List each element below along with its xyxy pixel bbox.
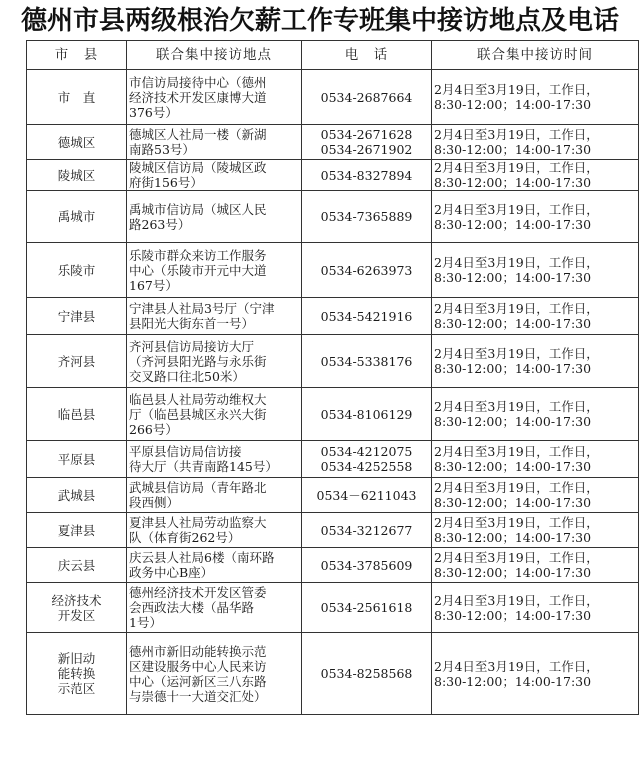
phone-cell-line: 0534-3785609: [320, 557, 413, 573]
city-cell-line: 新旧动: [57, 651, 96, 666]
time-cell: [432, 125, 639, 160]
address-cell-line: 队（体育街262号）: [129, 530, 241, 545]
page-title: 德州市县两级根治欠薪工作专班集中接访地点及电话: [20, 6, 619, 36]
time-cell-line: 2月4日至3月19日，工作日，: [434, 515, 599, 530]
phone-cell-line: 0534-2671628: [320, 127, 413, 142]
address-cell: [127, 125, 302, 160]
phone-cell: [302, 441, 432, 478]
address-cell-line: 路263号）: [129, 216, 191, 232]
city-cell-line: 临邑县: [57, 406, 96, 422]
time-cell-line: 2月4日至3月19日，工作日，: [434, 301, 599, 316]
phone-cell-line: 0534-8327894: [320, 167, 413, 183]
address-cell-line: 1号）: [129, 615, 162, 630]
table-row: [27, 243, 639, 298]
city-cell: [27, 243, 127, 298]
address-cell: [127, 513, 302, 548]
phone-cell-line: 0534-7365889: [320, 209, 413, 224]
city-cell: [27, 191, 127, 243]
address-cell-line: 德州经济技术开发区管委: [129, 585, 267, 600]
header-phone: 电 话: [302, 41, 432, 70]
address-cell-line: 临邑县人社局劳动维权大: [129, 391, 267, 407]
time-cell: [432, 513, 639, 548]
address-cell-line: 266号）: [129, 421, 178, 437]
address-cell: [127, 191, 302, 243]
phone-cell-line: 0534-2687664: [320, 89, 413, 105]
phone-cell-line: 0534-4212075: [320, 444, 413, 459]
city-cell: [27, 70, 127, 125]
phone-cell: [302, 633, 432, 715]
time-cell-line: 8:30-12:00；14:00-17:30: [434, 495, 592, 510]
address-cell: [127, 441, 302, 478]
table-row: [27, 191, 639, 243]
address-cell-line: 夏津县人社局劳动监察大: [129, 515, 267, 530]
time-cell-line: 8:30-12:00；14:00-17:30: [434, 414, 592, 429]
time-cell: [432, 160, 639, 191]
time-cell-line: 2月4日至3月19日，工作日，: [434, 346, 599, 361]
time-cell-line: 8:30-12:00；14:00-17:30: [434, 316, 592, 331]
address-cell-line: 德城区人社局一楼（新湖: [129, 127, 267, 142]
address-cell-line: 齐河县信访局接访大厅: [129, 338, 255, 354]
city-cell-line: 平原县: [57, 451, 96, 467]
city-cell-line: 经济技术: [51, 592, 102, 608]
city-cell: [27, 298, 127, 335]
address-cell-line: 陵城区信访局（陵城区政: [129, 160, 267, 175]
phone-cell: [302, 548, 432, 583]
city-cell-line: 陵城区: [57, 167, 96, 183]
address-cell-line: 中心（乐陵市开元中大道: [129, 262, 267, 278]
time-cell-line: 2月4日至3月19日，工作日，: [434, 592, 599, 608]
phone-cell: [302, 70, 432, 125]
address-cell-line: 经济技术开发区康博大道: [129, 89, 267, 105]
time-cell: [432, 478, 639, 513]
address-cell-line: 中心（运河新区三八东路: [129, 673, 267, 689]
city-cell-line: 宁津县: [57, 308, 96, 324]
city-cell-line: 禹城市: [57, 209, 96, 224]
time-cell: [432, 633, 639, 715]
city-cell: [27, 548, 127, 583]
time-cell-line: 8:30-12:00；14:00-17:30: [434, 459, 592, 474]
table-row: [27, 388, 639, 441]
phone-cell: [302, 478, 432, 513]
header-address: 联合集中接访地点: [127, 41, 302, 70]
phone-cell-line: 0534-8258568: [320, 666, 413, 681]
address-cell: [127, 298, 302, 335]
table-row: [27, 160, 639, 191]
address-cell: [127, 478, 302, 513]
address-cell-line: 庆云县人社局6楼（南环路: [129, 550, 275, 565]
table-row: [27, 548, 639, 583]
city-cell-line: 夏津县: [57, 522, 96, 538]
phone-cell: [302, 191, 432, 243]
city-cell: [27, 633, 127, 715]
time-cell-line: 2月4日至3月19日，工作日，: [434, 201, 599, 217]
city-cell: [27, 335, 127, 388]
address-cell-line: 南路53号）: [129, 142, 195, 157]
time-cell-line: 8:30-12:00；14:00-17:30: [434, 607, 592, 623]
table-header-row: [27, 41, 639, 70]
phone-cell-line: 0534－6211043: [316, 487, 417, 503]
time-cell-line: 8:30-12:00；14:00-17:30: [434, 530, 592, 545]
phone-cell: [302, 388, 432, 441]
time-cell: [432, 191, 639, 243]
address-cell: [127, 633, 302, 715]
city-cell-line: 庆云县: [57, 557, 96, 573]
address-cell: [127, 583, 302, 633]
table-row: [27, 335, 639, 388]
table-row: [27, 441, 639, 478]
table-row: [27, 70, 639, 125]
time-cell: [432, 335, 639, 388]
phone-cell: [302, 160, 432, 191]
reception-table: [26, 40, 639, 715]
time-cell-line: 2月4日至3月19日，工作日，: [434, 658, 599, 674]
phone-cell-line: 0534-3212677: [320, 522, 413, 538]
time-cell: [432, 583, 639, 633]
time-cell-line: 8:30-12:00；14:00-17:30: [434, 673, 592, 689]
phone-cell: [302, 125, 432, 160]
city-cell-line: 能转换: [57, 666, 96, 681]
address-cell-line: 区建设服务中心人民来访: [129, 658, 267, 674]
table-body: [27, 70, 639, 715]
time-cell-line: 2月4日至3月19日，工作日，: [434, 550, 599, 565]
table-row: [27, 125, 639, 160]
table-row: [27, 478, 639, 513]
address-cell-line: 平原县信访局信访接: [129, 444, 242, 459]
time-cell-line: 2月4日至3月19日，工作日，: [434, 480, 599, 495]
phone-cell: [302, 583, 432, 633]
time-cell-line: 2月4日至3月19日，工作日，: [434, 255, 599, 270]
table-row: [27, 298, 639, 335]
address-cell-line: 政务中心B座）: [129, 565, 214, 580]
time-cell-line: 8:30-12:00；14:00-17:30: [434, 565, 592, 580]
time-cell: [432, 388, 639, 441]
city-cell-line: 齐河县: [57, 353, 96, 369]
city-cell-line: 示范区: [57, 681, 96, 696]
phone-cell-line: 0534-2671902: [320, 142, 413, 157]
address-cell: [127, 70, 302, 125]
time-cell-line: 8:30-12:00；14:00-17:30: [434, 97, 592, 112]
time-cell-line: 8:30-12:00；14:00-17:30: [434, 270, 592, 285]
address-cell: [127, 335, 302, 388]
address-cell-line: 厅（临邑县城区永兴大街: [129, 406, 267, 422]
header-city: 市 县: [27, 41, 127, 70]
header-time: 联合集中接访时间: [432, 41, 639, 70]
address-cell: [127, 243, 302, 298]
address-cell-line: 段西侧）: [129, 495, 180, 510]
address-cell-line: 县阳光大街东首一号）: [129, 316, 255, 331]
city-cell: [27, 441, 127, 478]
address-cell: [127, 388, 302, 441]
address-cell-line: 武城县信访局（青年路北: [129, 480, 267, 495]
time-cell-line: 2月4日至3月19日，工作日，: [434, 444, 599, 459]
phone-cell: [302, 298, 432, 335]
address-cell-line: 待大厅（共青南路145号）: [129, 459, 278, 474]
time-cell-line: 2月4日至3月19日，工作日，: [434, 399, 599, 414]
address-cell-line: 交叉路口往北50米）: [129, 368, 245, 384]
phone-cell: [302, 513, 432, 548]
phone-cell-line: 0534-5338176: [320, 353, 413, 369]
city-cell: [27, 160, 127, 191]
city-cell-line: 乐陵市: [57, 262, 96, 278]
address-cell-line: 与崇德十一大道交汇处）: [129, 688, 267, 704]
address-cell-line: 市信访局接待中心（德州: [129, 74, 267, 90]
address-cell-line: 会西政法大楼（晶华路: [129, 600, 255, 615]
city-cell: [27, 583, 127, 633]
city-cell: [27, 478, 127, 513]
phone-cell-line: 0534-5421916: [320, 308, 413, 324]
time-cell: [432, 441, 639, 478]
time-cell-line: 8:30-12:00；14:00-17:30: [434, 216, 592, 232]
address-cell-line: 德州市新旧动能转换示范: [129, 643, 267, 659]
time-cell: [432, 243, 639, 298]
city-cell-line: 武城县: [57, 487, 96, 503]
table-row: [27, 583, 639, 633]
time-cell-line: 2月4日至3月19日，工作日，: [434, 160, 599, 175]
address-cell-line: 376号）: [129, 104, 178, 120]
address-cell-line: 府街156号）: [129, 175, 203, 190]
time-cell: [432, 298, 639, 335]
address-cell: [127, 160, 302, 191]
phone-cell-line: 0534-6263973: [320, 262, 413, 278]
time-cell-line: 2月4日至3月19日，工作日，: [434, 82, 599, 97]
time-cell-line: 2月4日至3月19日，工作日，: [434, 127, 599, 142]
phone-cell-line: 0534-2561618: [320, 600, 413, 615]
city-cell-line: 开发区: [57, 607, 96, 623]
city-cell-line: 市 直: [57, 89, 96, 105]
time-cell: [432, 548, 639, 583]
phone-cell: [302, 335, 432, 388]
city-cell: [27, 125, 127, 160]
time-cell: [432, 70, 639, 125]
address-cell-line: 宁津县人社局3号厅（宁津: [129, 301, 275, 316]
phone-cell-line: 0534-4252558: [320, 459, 413, 474]
address-cell: [127, 548, 302, 583]
address-cell-line: （齐河县阳光路与永乐街: [129, 353, 267, 369]
table-row: [27, 513, 639, 548]
address-cell-line: 167号）: [129, 277, 178, 293]
time-cell-line: 8:30-12:00；14:00-17:30: [434, 361, 592, 376]
time-cell-line: 8:30-12:00；14:00-17:30: [434, 175, 592, 190]
city-cell: [27, 388, 127, 441]
city-cell: [27, 513, 127, 548]
time-cell-line: 8:30-12:00；14:00-17:30: [434, 142, 592, 157]
address-cell-line: 禹城市信访局（城区人民: [129, 201, 267, 217]
phone-cell: [302, 243, 432, 298]
phone-cell-line: 0534-8106129: [320, 406, 413, 422]
table-row: [27, 633, 639, 715]
address-cell-line: 乐陵市群众来访工作服务: [129, 247, 267, 263]
city-cell-line: 德城区: [57, 134, 96, 150]
